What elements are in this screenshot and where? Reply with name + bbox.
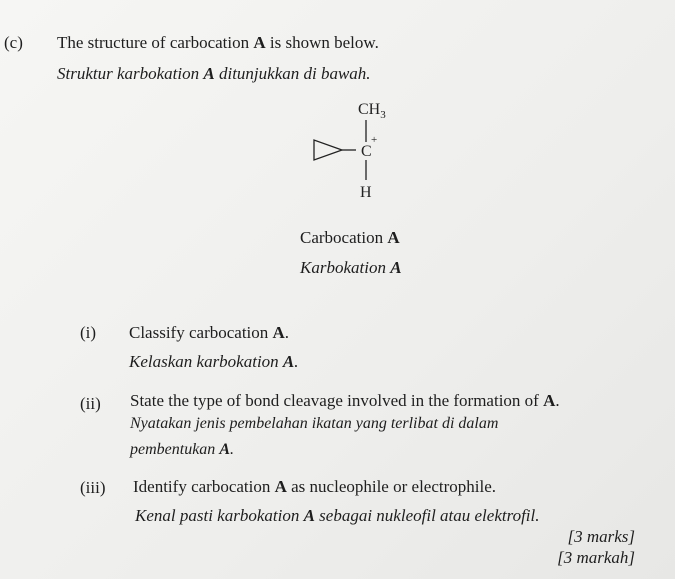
question-text-english: State the type of bond cleavage involved in the formation of A. xyxy=(130,391,560,410)
marks-english: [3 marks] xyxy=(567,527,635,546)
carbocation-structure xyxy=(300,90,410,205)
caption-english: Carbocation A xyxy=(300,228,400,247)
question-text-english: Identify carbocation A as nucleophile or electrophile. xyxy=(133,477,497,496)
positive-charge: + xyxy=(371,134,378,146)
cationic-carbon: C xyxy=(361,143,372,160)
question-text-english: Classify carbocation A. xyxy=(129,323,290,342)
question-number: (i) xyxy=(80,323,97,342)
intro-text-malay: Struktur karbokation A ditunjukkan di bawah. xyxy=(57,64,371,83)
question-text-malay: Nyatakan jenis pembelahan ikatan yang terlibat di dalam xyxy=(130,415,499,432)
marks-malay: [3 markah] xyxy=(557,548,635,567)
cyclopropyl-ring xyxy=(314,140,342,160)
caption-malay: Karbokation A xyxy=(300,258,402,277)
intro-text-english: The structure of carbocation A is shown below. xyxy=(57,33,379,52)
question-text-malay: Kelaskan karbokation A. xyxy=(129,352,299,371)
hydrogen-atom: H xyxy=(360,184,372,201)
question-text-malay-continued: pembentukan A. xyxy=(130,441,234,458)
question-text-malay: Kenal pasti karbokation A sebagai nukleofil atau elektrofil. xyxy=(135,506,540,525)
question-number: (iii) xyxy=(80,478,106,497)
methyl-group: $CH_3$ xyxy=(358,101,386,121)
question-number: (ii) xyxy=(80,394,101,413)
part-label: (c) xyxy=(4,33,23,52)
